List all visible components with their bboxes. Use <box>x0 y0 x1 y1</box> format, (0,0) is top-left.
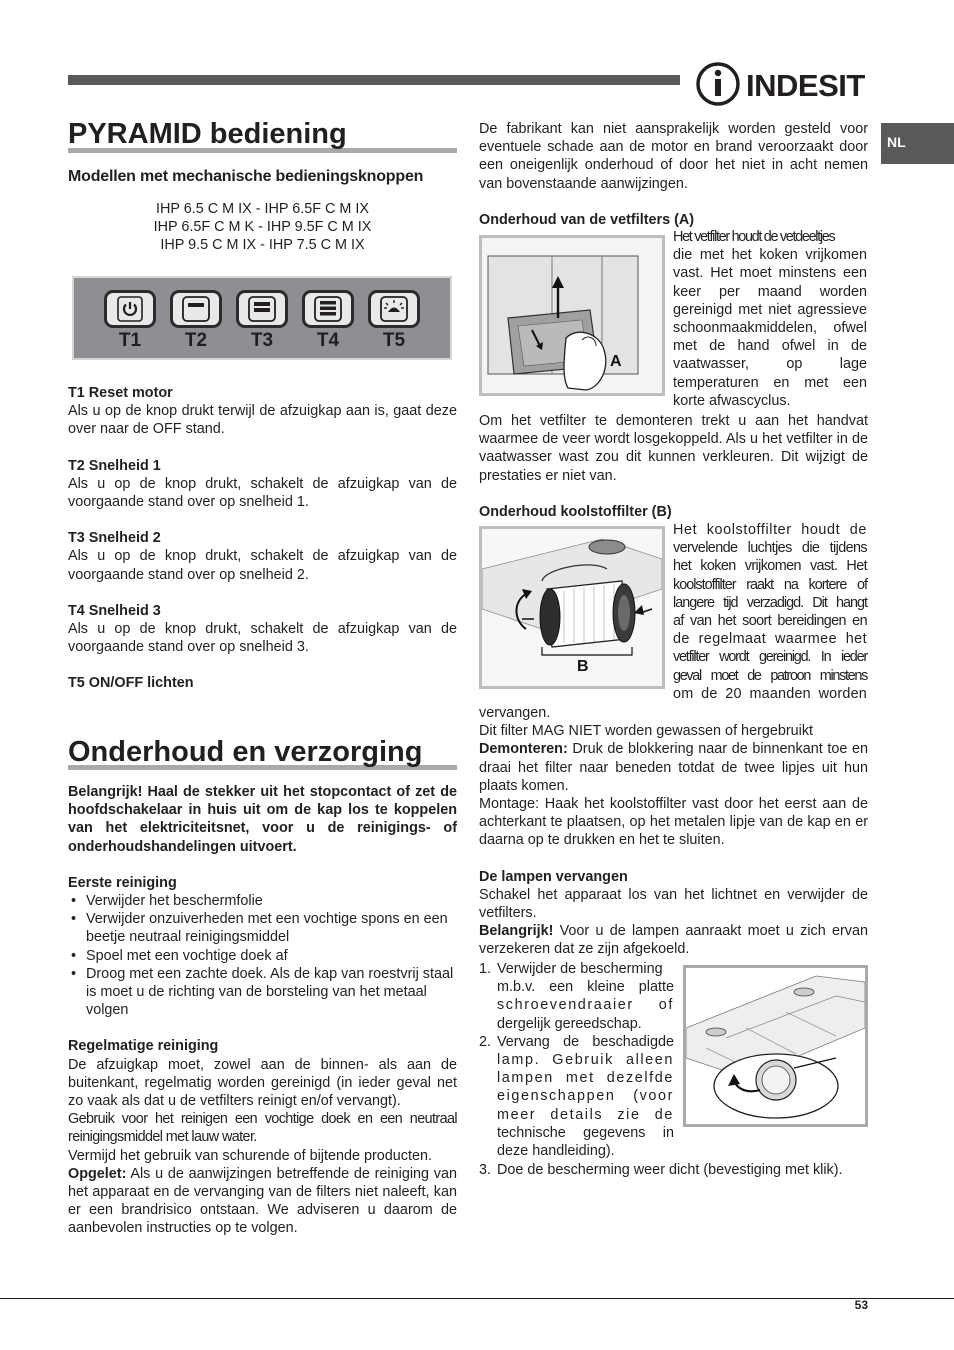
list-item: • Spoel met een vochtige doek af <box>68 947 457 965</box>
remove-paragraph <box>479 740 868 795</box>
step-line: Vervang de beschadigde <box>497 1033 674 1050</box>
step-line: lamp. Gebruik alleen <box>497 1052 674 1069</box>
model-line: IHP 6.5 C M IX - IHP 6.5F C M IX <box>156 201 369 217</box>
step-line: technische gegevens in <box>497 1124 674 1141</box>
caution-paragraph <box>68 1165 457 1238</box>
grease-line: temperaturen en met een <box>673 374 867 391</box>
carbon-line: af van het soort bereidingen en <box>673 613 867 630</box>
grease-side-text <box>673 228 867 410</box>
svg-text:INDESIT: INDESIT <box>746 68 865 103</box>
item-head: T3 Snelheid 2 <box>68 530 161 547</box>
step-line: lampen met dezelfde <box>497 1070 674 1087</box>
caution-label: Opgelet: <box>68 1165 127 1182</box>
light-icon <box>380 296 408 322</box>
power-icon <box>117 296 143 322</box>
first-cleaning-list <box>68 892 457 1019</box>
model-line: IHP 9.5 C M IX - IHP 7.5 C M IX <box>160 237 365 254</box>
panel-button-t4 <box>302 290 354 328</box>
lamps-warning-label: Belangrijk! <box>479 923 554 940</box>
carbon-line: om de 20 maanden worden <box>673 685 867 702</box>
svg-text:A: A <box>610 353 622 370</box>
step-line: Doe de bescherming weer dicht (bevestiging met klik). <box>497 1162 843 1178</box>
page-number: 53 <box>854 1298 868 1312</box>
subtitle-models: Modellen met mechanische bedieningsknoppen <box>68 168 424 185</box>
section-title-maintenance: Onderhoud en verzorging <box>68 736 423 768</box>
carbon-line: langere tijd verzadigd. Dit hangt <box>673 594 867 611</box>
warning-text: Belangrijk! Haal de stekker uit het stopcontact of zet de hoofdschakelaar in huis uit om de kap los te koppelen van het elektriciteitsnet, voor u de reinigings- of onderhoudshandelingen uitvoert. <box>68 784 457 855</box>
item-head: T5 ON/OFF lichten <box>68 675 194 692</box>
lamp-steps <box>479 960 674 1160</box>
list-item: • Verwijder het beschermfolie <box>68 892 457 910</box>
item-head: T4 Snelheid 3 <box>68 602 161 619</box>
regular-cleaning-head: Regelmatige reiniging <box>68 1038 219 1055</box>
panel-label: T1 <box>118 330 142 351</box>
grease-line: Het vetfilter houdt de vetdeeltjes <box>673 229 835 245</box>
grease-filter-figure <box>479 235 665 396</box>
grease-line: keer per maand worden <box>673 283 867 300</box>
list-item: • Verwijder onzuiverheden met een vochtige spons en een beetje neutraal reinigingsmiddel <box>68 910 457 946</box>
step-line: m.b.v. een kleine platte <box>497 979 674 996</box>
grease-text: Om het vetfilter te demonteren trekt u aan het handvat waarmee de veer wordt losgekoppeld. Als u het vetfilter in de vaatwasser wast zou dit kunnen verkleuren. Dit wijzigt de prestaties er niet van. <box>479 413 868 484</box>
caution-text: Als u de aanwijzingen betreffende de reiniging van het apparaat en de vervanging van de filters niet naleeft, kan er een brandrisico ontstaan. We adviseren u daarom de aanbevolen instructies op te volgen. <box>68 1165 457 1237</box>
grease-filter-head: Onderhoud van de vetfilters (A) <box>479 211 695 228</box>
carbon-line: Het koolstoffilter houdt de <box>673 522 867 538</box>
step-line: dergelijk gereedschap. <box>497 1015 642 1032</box>
item-text: Als u op de knop drukt terwijl de afzuigkap aan is, gaat deze over naar de OFF stand. <box>68 403 457 438</box>
lamp-step-1 <box>479 960 674 1033</box>
item-text: Als u op de knop drukt, schakelt de afzuigkap van de voorgaande stand over op snelheid 1. <box>68 475 457 511</box>
item-text: Als u op de knop drukt, schakelt de afzuigkap van de voorgaande stand over op snelheid 2. <box>68 548 457 583</box>
grease-line: schoonmaakmiddelen, ofwel <box>673 320 867 337</box>
carbon-line: koolstoffilter raakt na kortere of <box>673 576 867 593</box>
panel-label: T2 <box>184 330 208 351</box>
lamps-warning <box>479 922 868 958</box>
header-rule <box>68 75 680 85</box>
lamps-head: De lampen vervangen <box>479 868 628 885</box>
first-cleaning-head: Eerste reiniging <box>68 874 177 891</box>
carbon-line: de regelmaat waarmee het <box>673 631 867 648</box>
model-line: IHP 6.5F C M K - IHP 9.5F C M IX <box>153 219 372 236</box>
grease-line: met de hand ofwel in de <box>673 338 867 355</box>
carbon-text: Dit filter MAG NIET worden gewassen of hergebruikt <box>479 723 814 740</box>
language-tab: NL <box>881 123 954 164</box>
carbon-line: vetfilter wordt gereinigd. In ieder <box>673 649 867 666</box>
remove-text: Druk de blokkering naar de binnenkant toe en draai het filter naar beneden totdat de twee lipjes uit hun plaats komen. <box>479 741 869 794</box>
step-line: meer details zie de <box>497 1106 674 1123</box>
lamps-text: Schakel het apparaat los van het lichtnet en verwijder de vetfilters. <box>479 886 868 922</box>
intro-text: De fabrikant kan niet aansprakelijk worden gesteld voor eventuele schade aan de motor en brand veroorzaakt door een oneigenlijk onderhoud of door het niet in acht nemen van bovenstaande aanwijzingen. <box>479 121 868 192</box>
carbon-line: geval moet de patroon minstens <box>673 667 867 684</box>
panel-button-t3 <box>236 290 288 328</box>
carbon-text: vervangen. <box>479 705 551 721</box>
step-number: 1. <box>479 961 492 977</box>
model-list <box>68 200 457 255</box>
control-panel-figure <box>72 276 452 360</box>
maintenance-body <box>68 783 457 1238</box>
lamps-warning-text: Voor u de lampen aanraakt moet u zich ervan verzekeren dat ze zijn afgekoeld. <box>479 923 868 958</box>
lamp-step-2 <box>479 1033 674 1160</box>
step-line: schroevendraaier of <box>497 997 674 1014</box>
lamp-step-3 <box>479 1161 879 1179</box>
right-intro <box>479 120 868 229</box>
grease-line: gereinigd met niet agressieve <box>673 301 867 318</box>
panel-label: T5 <box>382 330 406 351</box>
panel-button-t1 <box>104 290 156 328</box>
lamp-figure <box>683 965 868 1127</box>
carbon-filter-figure <box>479 526 665 689</box>
footer-rule <box>0 1298 954 1299</box>
carbon-side-text <box>673 521 867 703</box>
step-line: Verwijder de bescherming <box>497 961 663 977</box>
panel-button-t5 <box>368 290 420 328</box>
section-maintenance <box>68 736 457 770</box>
regular-cleaning-text: De afzuigkap moet, zowel aan de binnen- als aan de buitenkant, regelmatig worden gereinigd (in ieder geval net zo vaak als dat u de vetfilters reinigt en/of vervangt). <box>68 1056 457 1110</box>
carbon-line: vervelende luchtjes die tijdens <box>673 540 867 557</box>
carbon-body <box>479 704 868 959</box>
carbon-line: het koken vrijkomen vast. Het <box>673 558 867 575</box>
speed-3-icon <box>314 296 342 322</box>
carbon-filter-head: Onderhoud koolstoffilter (B) <box>479 503 672 520</box>
speed-2-icon <box>248 296 276 322</box>
section-controls <box>68 118 457 255</box>
step-number: 3. <box>479 1162 492 1178</box>
indesit-logo <box>694 60 872 108</box>
item-text: Als u op de knop drukt, schakelt de afzuigkap van de voorgaande stand over op snelheid 3. <box>68 621 457 656</box>
regular-cleaning-text: Gebruik voor het reinigen een vochtige doek en een neutraal reinigingsmiddel met lauw water. <box>68 1111 457 1146</box>
grease-line: korte afwascyclus. <box>673 392 791 409</box>
regular-cleaning-text: Vermijd het gebruik van schurende of bijtende producten. <box>68 1147 432 1164</box>
mount-text: Montage: Haak het koolstoffilter vast door het eerst aan de achterkant te plaatsen, op het metalen lipje van de kap en er daarna op te drukken en het te sluiten. <box>479 796 868 849</box>
step-number: 2. <box>479 1033 492 1050</box>
step-line: deze handleiding). <box>497 1143 615 1160</box>
panel-button-t2 <box>170 290 222 328</box>
svg-text:B: B <box>577 658 589 675</box>
step-line: eigenschappen (voor <box>497 1088 674 1105</box>
item-head: T1 Reset motor <box>68 385 173 401</box>
panel-label: T4 <box>316 330 340 351</box>
remove-label: Demonteren: <box>479 741 568 758</box>
grease-line: vast. Het moet minstens een <box>673 265 867 282</box>
panel-label: T3 <box>250 330 274 351</box>
list-item: • Droog met een zachte doek. Als de kap van roestvrij staal is moet u de richting van de borsteling van het metaal volgen <box>68 965 457 1020</box>
item-head: T2 Snelheid 1 <box>68 457 161 474</box>
grease-line: vaatwasser, op lage <box>673 356 867 373</box>
grease-body <box>479 412 868 521</box>
section-title-controls: PYRAMID bediening <box>68 118 347 150</box>
grease-line: die met het koken vrijkomen <box>673 247 867 264</box>
button-descriptions <box>68 384 457 693</box>
speed-1-icon <box>182 296 210 322</box>
